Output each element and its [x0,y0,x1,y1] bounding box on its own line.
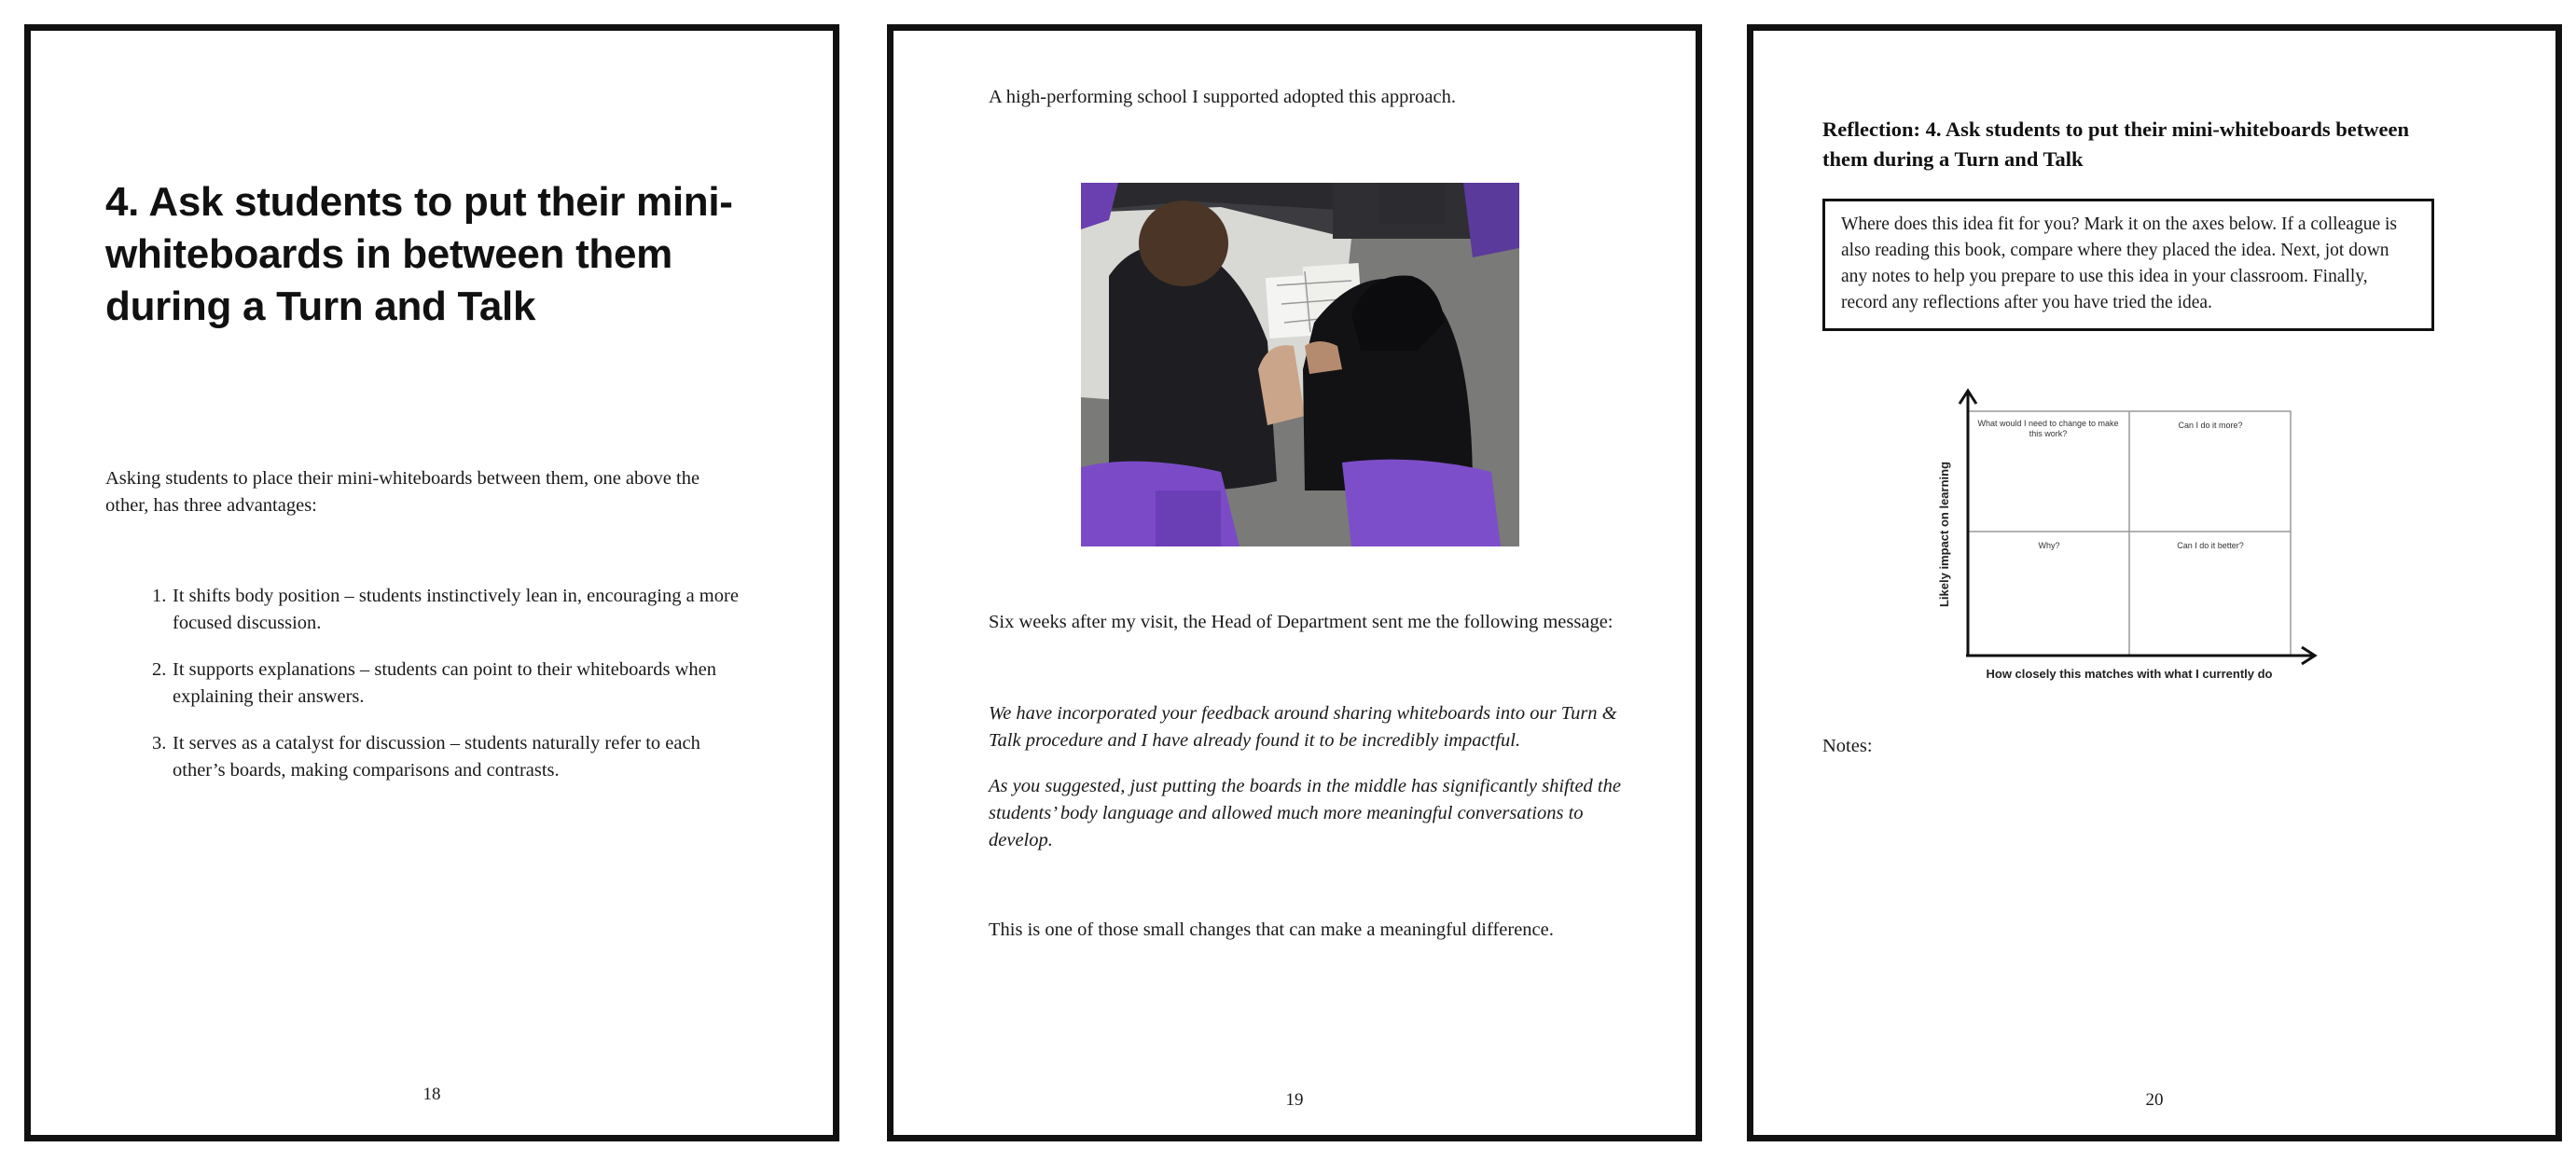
quote-paragraph-2: As you suggested, just putting the boards in the middle has significantly shifted the students’ body language and allowed much more meaningful conversations to develop. [989,776,1621,850]
lead-in-paragraph: Six weeks after my visit, the Head of Department sent me the following message: [989,612,1613,632]
list-item [152,583,745,637]
x-axis [1966,647,2315,664]
quadrant-label-bottom-left: Why? [2038,541,2060,550]
students-with-whiteboards-image [1081,183,1519,546]
page-number: 20 [2145,1090,2164,1110]
list-item-text: It shifts body position – students instinctively lean in, encouraging a more focused discussion. [173,586,739,633]
reflection-prompt-box [1822,199,2434,331]
reflection-matrix [1931,385,2360,702]
book-page-19 [887,24,1702,1141]
closing-paragraph: This is one of those small changes that can make a meaningful difference. [989,919,1554,940]
intro-paragraph: Asking students to place their mini-whiteboards between them, one above the other, has three advantages: [105,468,700,516]
page-number: 19 [1285,1090,1304,1110]
list-item-text: It supports explanations – students can point to their whiteboards when explaining their answers. [173,659,717,707]
quote-paragraph-1: We have incorporated your feedback around sharing whiteboards into our Turn & Talk procedure and I have already found it to be incredibly impactful. [989,703,1617,751]
list-item-number: 3. [152,733,167,753]
book-page-20 [1747,24,2562,1141]
notes-label: Notes: [1822,736,1873,756]
y-axis-label: Likely impact on learning [1937,461,1951,608]
list-item-number: 2. [152,659,167,680]
quadrant-label-top-right: Can I do it more? [2178,421,2243,430]
reflection-title: Reflection: 4. Ask students to put their mini-whiteboards between them during a Turn and Talk [1822,118,2409,171]
reflection-prompt-text: Where does this idea fit for you? Mark it on the axes below. If a colleague is also reading this book, compare where they placed the idea. Next, jot down any notes to help you prepare to use this idea in your classroom. Finally, record any reflections after you have tried the idea. [1841,214,2397,312]
advantages-list [152,583,745,804]
opening-paragraph: A high-performing school I supported adopted this approach. [989,87,1456,107]
quadrant-label-bottom-right: Can I do it better? [2177,541,2244,550]
classroom-photo [1081,183,1519,546]
chapter-title: 4. Ask students to put their mini-whiteboards in between them during a Turn and Talk [105,179,733,329]
quadrant-top-left [1977,419,2119,456]
list-item-number: 1. [152,586,167,606]
y-axis [1960,391,1976,656]
book-page-18 [24,24,839,1141]
quadrant-label-top-left: What would I need to change to make this work? [1977,419,2119,438]
list-item-text: It serves as a catalyst for discussion – students naturally refer to each other’s boards, making comparisons and contrasts. [173,733,700,781]
list-item [152,730,745,784]
page-number: 18 [422,1085,441,1104]
list-item [152,657,745,711]
x-axis-label: How closely this matches with what I currently do [1986,667,2273,681]
